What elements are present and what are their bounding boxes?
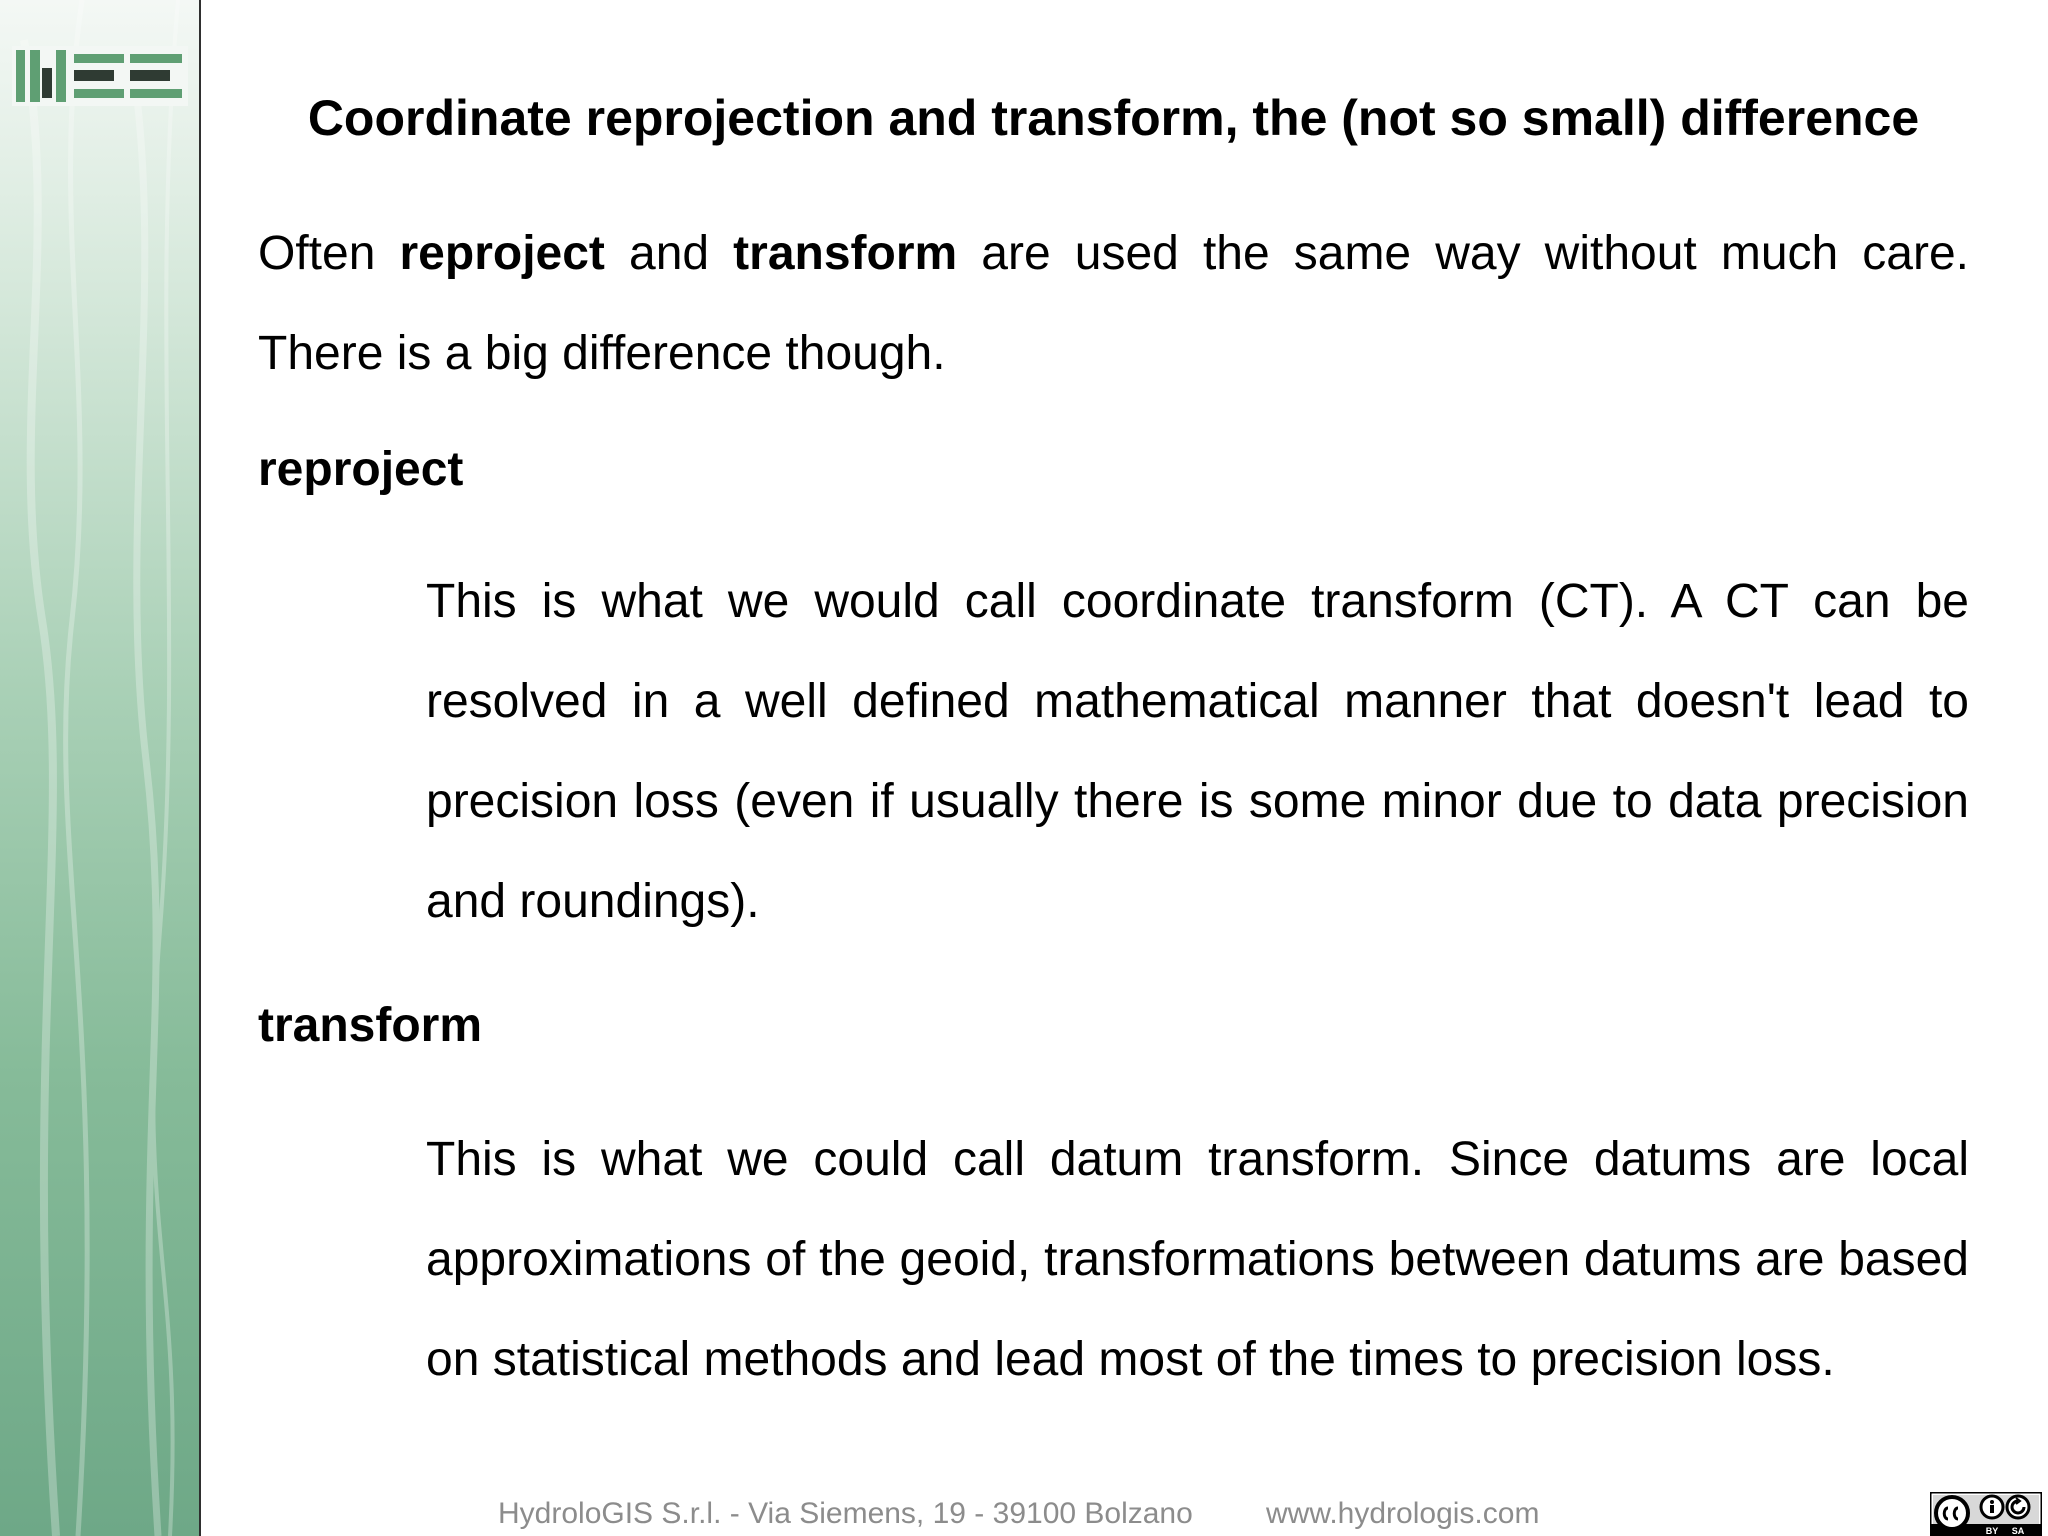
slide-title: Coordinate reprojection and transform, the (not so small) difference — [307, 89, 1920, 146]
sidebar-divider — [199, 0, 201, 1536]
footer-address: HydroloGIS S.r.l. - Via Siemens, 19 - 39100 Bolzano — [498, 1497, 1193, 1530]
water-texture-decoration — [0, 0, 199, 1536]
section-heading-reproject: reproject — [258, 442, 464, 496]
intro-term-reproject: reproject — [399, 227, 605, 280]
license-label-sa: SA — [2011, 1526, 2025, 1536]
intro-prefix: Often — [258, 227, 400, 280]
slide-footer — [498, 1494, 1598, 1534]
section-body-reproject: This is what we would call coordinate transform (CT). A CT can be resolved in a well defined mathematical manner that doesn't lead to precision loss (even if usually there is some minor due to data precision and roundings). — [426, 575, 1969, 928]
creative-commons-by-sa-icon — [1930, 1492, 2042, 1536]
intro-suffix: are used the same way without much care. There is a big difference though. — [258, 227, 1970, 380]
slide-content — [258, 0, 1969, 1536]
license-label-by: BY — [1985, 1526, 1999, 1536]
sidebar-decoration — [0, 0, 199, 1536]
hydrologis-logo — [12, 46, 188, 106]
intro-term-transform: transform — [733, 227, 958, 280]
footer-website: www.hydrologis.com — [1266, 1497, 1540, 1530]
intro-middle: and — [604, 227, 734, 280]
intro-paragraph — [258, 204, 1969, 404]
section-body-transform: This is what we could call datum transform. Since datums are local approximations of the geoid, transformations between datums are based on statistical methods and lead most of the times to precision loss. — [426, 1133, 1969, 1386]
section-heading-transform: transform — [258, 998, 483, 1052]
